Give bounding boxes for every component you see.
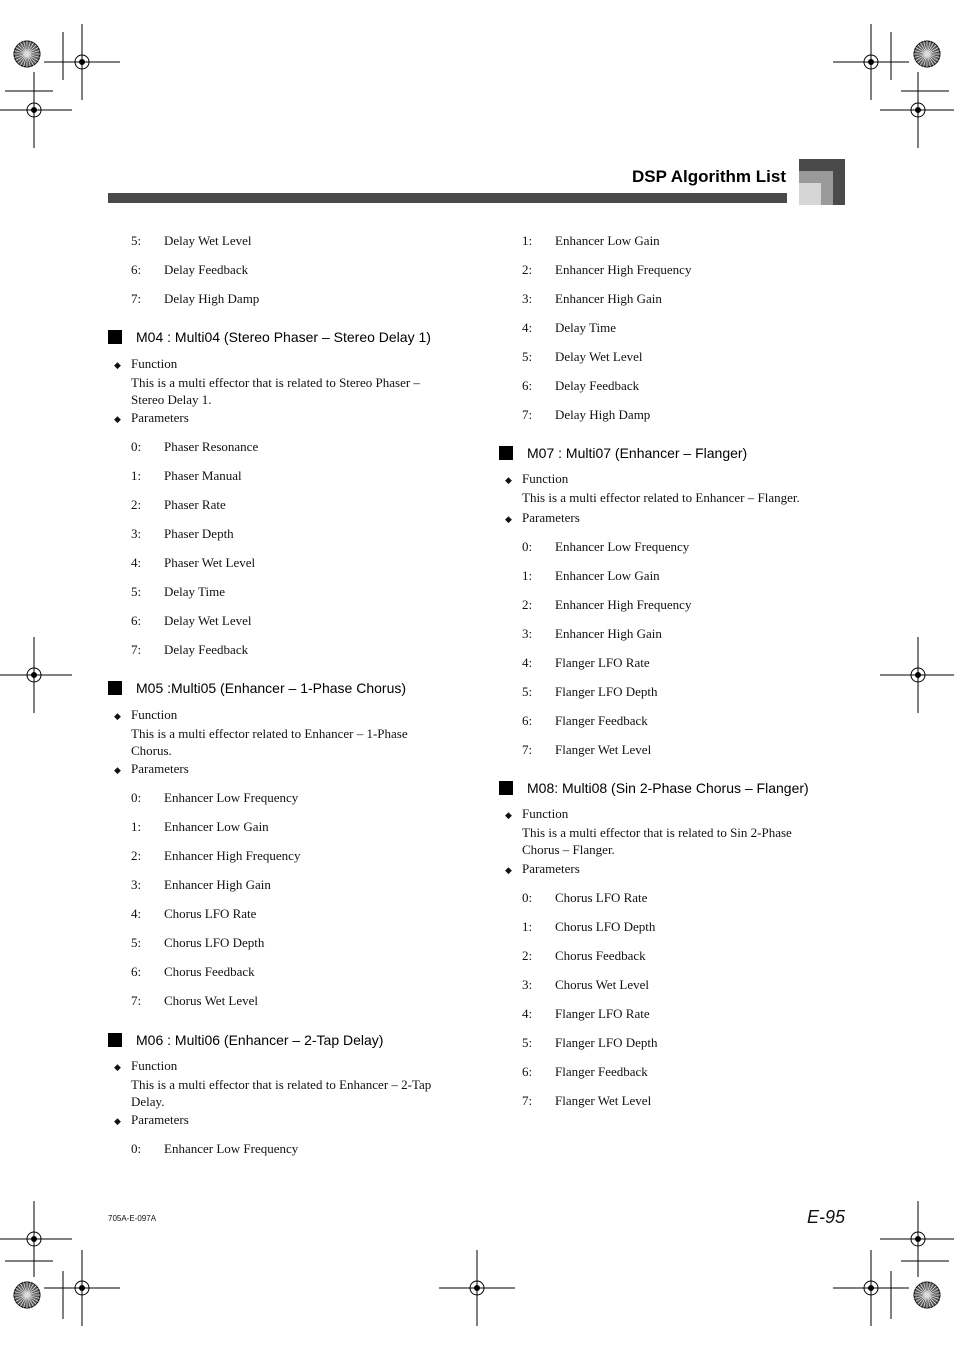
parameters-label: ◆ Parameters: [505, 861, 580, 876]
heading-square-icon: [108, 330, 122, 344]
param-number: 4:: [131, 906, 142, 921]
color-rosette-icon: [914, 1282, 940, 1308]
param-number: 4:: [522, 1006, 533, 1021]
param-name: Enhancer High Gain: [164, 877, 271, 892]
function-description: This is a multi effector related to Enhancer – 1-Phase Chorus.: [131, 726, 408, 758]
param-number: 7:: [522, 1093, 533, 1108]
param-number: 4:: [131, 555, 142, 570]
param-name: Chorus Wet Level: [555, 977, 650, 992]
function-label: ◆ Function: [114, 1058, 178, 1073]
param-name: Chorus LFO Rate: [164, 906, 257, 921]
param-name: Chorus Feedback: [555, 948, 646, 963]
page-header-title: DSP Algorithm List: [632, 167, 786, 186]
registration-target-icon: [0, 637, 72, 713]
heading-square-icon: [499, 781, 513, 795]
param-number: 4:: [522, 320, 533, 335]
parameters-label: ◆ Parameters: [114, 761, 189, 776]
function-description: This is a multi effector that is related to Enhancer – 2-Tap Delay.: [131, 1077, 432, 1109]
param-number: 6:: [131, 262, 142, 277]
diamond-bullet-icon: ◆: [114, 414, 121, 424]
param-number: 5:: [522, 1035, 533, 1050]
color-rosette-icon: [14, 41, 40, 67]
param-number: 3:: [131, 526, 142, 541]
param-name: Phaser Depth: [164, 526, 234, 541]
param-name: Flanger LFO Depth: [555, 1035, 658, 1050]
param-name: Flanger Feedback: [555, 1064, 648, 1079]
diamond-bullet-icon: ◆: [505, 865, 512, 875]
param-name: Enhancer Low Frequency: [164, 1141, 299, 1156]
param-number: 5:: [131, 233, 142, 248]
param-name: Phaser Manual: [164, 468, 242, 483]
param-name: Delay High Damp: [164, 291, 260, 306]
param-name: Flanger Feedback: [555, 713, 648, 728]
param-name: Delay Feedback: [164, 642, 249, 657]
param-name: Chorus LFO Depth: [555, 919, 656, 934]
param-name: Flanger LFO Rate: [555, 1006, 650, 1021]
param-name: Delay Feedback: [164, 262, 249, 277]
param-number: 5:: [131, 935, 142, 950]
param-number: 6:: [131, 964, 142, 979]
param-name: Enhancer High Frequency: [164, 848, 301, 863]
color-rosette-icon: [14, 1282, 40, 1308]
param-number: 4:: [522, 655, 533, 670]
param-name: Flanger Wet Level: [555, 1093, 652, 1108]
heading-square-icon: [499, 446, 513, 460]
param-number: 5:: [522, 349, 533, 364]
diamond-bullet-icon: ◆: [114, 1116, 121, 1126]
param-number: 0:: [131, 790, 142, 805]
param-number: 2:: [522, 597, 533, 612]
param-number: 2:: [522, 262, 533, 277]
registration-target-icon: [833, 1250, 909, 1326]
param-number: 1:: [522, 568, 533, 583]
function-label: ◆ Function: [505, 471, 569, 486]
header-rule: [108, 193, 787, 203]
heading-square-icon: [108, 681, 122, 695]
param-number: 5:: [131, 584, 142, 599]
header-tab-graphic: [799, 159, 845, 205]
function-label: ◆ Function: [114, 707, 178, 722]
param-number: 1:: [131, 468, 142, 483]
diamond-bullet-icon: ◆: [505, 810, 512, 820]
diamond-bullet-icon: ◆: [114, 1062, 121, 1072]
function-label: ◆ Function: [505, 806, 569, 821]
param-number: 3:: [522, 291, 533, 306]
param-name: Enhancer Low Frequency: [555, 539, 690, 554]
param-name: Delay Time: [164, 584, 226, 599]
registration-target-icon: [833, 24, 909, 100]
param-number: 2:: [522, 948, 533, 963]
page-number: E-95: [806, 1207, 845, 1227]
param-number: 7:: [522, 742, 533, 757]
param-name: Phaser Wet Level: [164, 555, 256, 570]
param-number: 0:: [131, 1141, 142, 1156]
param-number: 3:: [522, 977, 533, 992]
function-description: This is a multi effector related to Enhancer – Flanger.: [522, 490, 800, 505]
registration-target-icon: [880, 72, 954, 148]
diamond-bullet-icon: ◆: [114, 360, 121, 370]
param-name: Enhancer Low Frequency: [164, 790, 299, 805]
param-number: 1:: [131, 819, 142, 834]
param-number: 7:: [131, 291, 142, 306]
diamond-bullet-icon: ◆: [114, 765, 121, 775]
document-code: 705A-E-097A: [108, 1214, 157, 1223]
param-number: 5:: [522, 684, 533, 699]
param-number: 7:: [522, 407, 533, 422]
param-number: 6:: [522, 1064, 533, 1079]
param-name: Flanger Wet Level: [555, 742, 652, 757]
param-name: Delay Wet Level: [164, 613, 252, 628]
param-name: Delay Wet Level: [555, 349, 643, 364]
param-name: Enhancer Low Gain: [555, 568, 660, 583]
function-label: ◆ Function: [114, 356, 178, 371]
parameters-label: ◆ Parameters: [114, 1112, 189, 1127]
param-number: 6:: [522, 378, 533, 393]
registration-target-icon: [880, 1201, 954, 1277]
param-number: 7:: [131, 642, 142, 657]
heading-square-icon: [108, 1033, 122, 1047]
param-number: 0:: [131, 439, 142, 454]
param-name: Enhancer High Frequency: [555, 262, 692, 277]
parameters-label: ◆ Parameters: [505, 510, 580, 525]
function-description: This is a multi effector that is related to Sin 2-Phase Chorus – Flanger.: [522, 825, 792, 857]
param-number: 2:: [131, 497, 142, 512]
registration-target-icon: [44, 1250, 120, 1326]
param-number: 3:: [131, 877, 142, 892]
diamond-bullet-icon: ◆: [505, 475, 512, 485]
registration-target-icon: [0, 72, 72, 148]
color-rosette-icon: [914, 41, 940, 67]
param-number: 3:: [522, 626, 533, 641]
param-number: 0:: [522, 890, 533, 905]
param-name: Delay High Damp: [555, 407, 651, 422]
function-description: This is a multi effector that is related to Stereo Phaser – Stereo Delay 1.: [131, 375, 420, 407]
param-number: 1:: [522, 233, 533, 248]
param-name: Enhancer High Frequency: [555, 597, 692, 612]
param-name: Flanger LFO Depth: [555, 684, 658, 699]
param-name: Delay Time: [555, 320, 617, 335]
registration-target-icon: [880, 637, 954, 713]
param-name: Delay Feedback: [555, 378, 640, 393]
param-name: Chorus LFO Depth: [164, 935, 265, 950]
parameters-label: ◆ Parameters: [114, 410, 189, 425]
param-number: 7:: [131, 993, 142, 1008]
param-name: Flanger LFO Rate: [555, 655, 650, 670]
param-number: 0:: [522, 539, 533, 554]
param-name: Enhancer Low Gain: [555, 233, 660, 248]
param-number: 2:: [131, 848, 142, 863]
param-number: 6:: [131, 613, 142, 628]
param-name: Phaser Rate: [164, 497, 226, 512]
param-name: Chorus Wet Level: [164, 993, 259, 1008]
param-name: Chorus Feedback: [164, 964, 255, 979]
param-name: Phaser Resonance: [164, 439, 259, 454]
param-number: 1:: [522, 919, 533, 934]
param-name: Delay Wet Level: [164, 233, 252, 248]
param-name: Enhancer Low Gain: [164, 819, 269, 834]
diamond-bullet-icon: ◆: [505, 514, 512, 524]
registration-target-icon: [439, 1250, 515, 1326]
param-name: Chorus LFO Rate: [555, 890, 648, 905]
registration-target-icon: [0, 1201, 72, 1277]
param-name: Enhancer High Gain: [555, 291, 662, 306]
param-number: 6:: [522, 713, 533, 728]
registration-target-icon: [44, 24, 120, 100]
param-name: Enhancer High Gain: [555, 626, 662, 641]
diamond-bullet-icon: ◆: [114, 711, 121, 721]
